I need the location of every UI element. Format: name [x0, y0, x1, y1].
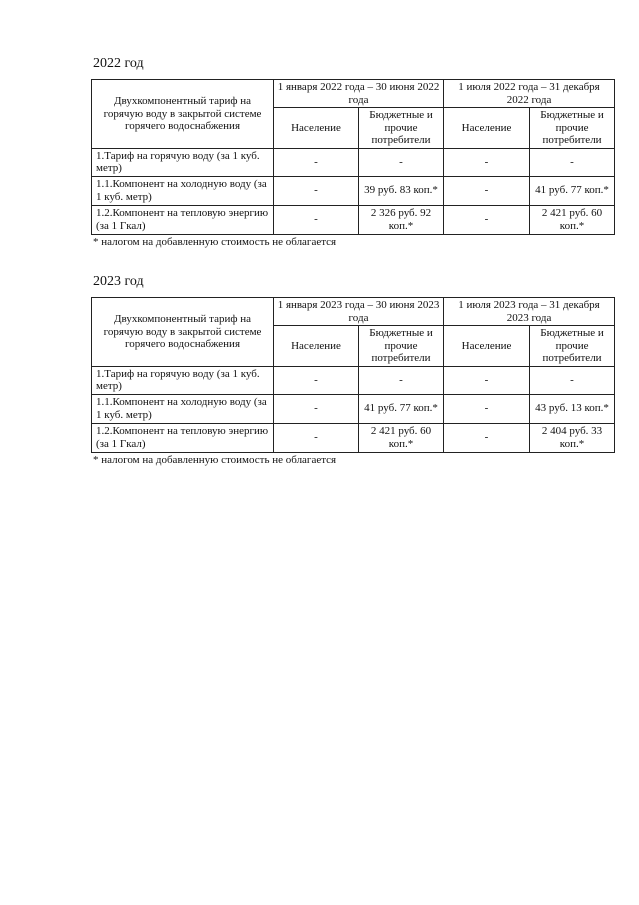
cell-value: 41 руб. 77 коп.*	[359, 394, 444, 423]
table-row	[92, 394, 615, 423]
cell-value: -	[274, 394, 359, 423]
cell-value: -	[359, 148, 444, 176]
subheader-population: Население	[274, 326, 359, 367]
table-corner-header: Двухкомпонентный тариф на горячую воду в закрытой системе горячего водоснабжения	[92, 80, 274, 149]
subheader-budget: Бюджетные и прочие потребители	[359, 326, 444, 367]
cell-value: -	[530, 366, 615, 394]
row-label: 1.Тариф на горячую воду (за 1 куб. метр)	[92, 366, 274, 394]
footnote: * налогом на добавленную стоимость не облагается	[93, 453, 337, 466]
row-label: 1.2.Компонент на тепловую энергию (за 1 Гкал)	[92, 423, 274, 452]
table-row	[92, 366, 615, 394]
year-heading: 2022 год	[93, 56, 144, 71]
period-header: 1 января 2022 года – 30 июня 2022 года	[274, 80, 444, 108]
cell-value: -	[359, 366, 444, 394]
subheader-budget: Бюджетные и прочие потребители	[530, 326, 615, 367]
cell-value: -	[274, 205, 359, 234]
subheader-population: Население	[444, 326, 530, 367]
cell-value: -	[274, 423, 359, 452]
row-label: 1.2.Компонент на тепловую энергию (за 1 Гкал)	[92, 205, 274, 234]
subheader-budget: Бюджетные и прочие потребители	[530, 108, 615, 149]
tariff-section-2023	[91, 273, 614, 467]
cell-value: -	[274, 366, 359, 394]
cell-value: -	[444, 205, 530, 234]
row-label: 1.Тариф на горячую воду (за 1 куб. метр)	[92, 148, 274, 176]
cell-value: 43 руб. 13 коп.*	[530, 394, 615, 423]
row-label: 1.1.Компонент на холодную воду (за 1 куб. метр)	[92, 394, 274, 423]
period-header: 1 июля 2023 года – 31 декабря 2023 года	[444, 298, 615, 326]
period-header: 1 января 2023 года – 30 июня 2023 года	[274, 298, 444, 326]
cell-value: 2 421 руб. 60 коп.*	[359, 423, 444, 452]
subheader-budget: Бюджетные и прочие потребители	[359, 108, 444, 149]
row-label: 1.1.Компонент на холодную воду (за 1 куб. метр)	[92, 176, 274, 205]
cell-value: -	[274, 176, 359, 205]
cell-value: 41 руб. 77 коп.*	[530, 176, 615, 205]
cell-value: -	[530, 148, 615, 176]
cell-value: -	[444, 148, 530, 176]
table-row	[92, 423, 615, 452]
cell-value: 2 421 руб. 60 коп.*	[530, 205, 615, 234]
period-header: 1 июля 2022 года – 31 декабря 2022 года	[444, 80, 615, 108]
table-corner-header: Двухкомпонентный тариф на горячую воду в закрытой системе горячего водоснабжения	[92, 298, 274, 367]
cell-value: 2 326 руб. 92 коп.*	[359, 205, 444, 234]
subheader-population: Население	[444, 108, 530, 149]
tariff-section-2022	[91, 55, 614, 249]
cell-value: -	[444, 394, 530, 423]
table-row	[92, 176, 615, 205]
cell-value: 39 руб. 83 коп.*	[359, 176, 444, 205]
tariff-table	[91, 79, 615, 235]
footnote: * налогом на добавленную стоимость не облагается	[93, 235, 337, 248]
cell-value: 2 404 руб. 33 коп.*	[530, 423, 615, 452]
subheader-population: Население	[274, 108, 359, 149]
year-heading: 2023 год	[93, 274, 144, 289]
cell-value: -	[444, 366, 530, 394]
cell-value: -	[444, 423, 530, 452]
tariff-table	[91, 297, 615, 453]
cell-value: -	[444, 176, 530, 205]
cell-value: -	[274, 148, 359, 176]
table-row	[92, 205, 615, 234]
table-row	[92, 148, 615, 176]
